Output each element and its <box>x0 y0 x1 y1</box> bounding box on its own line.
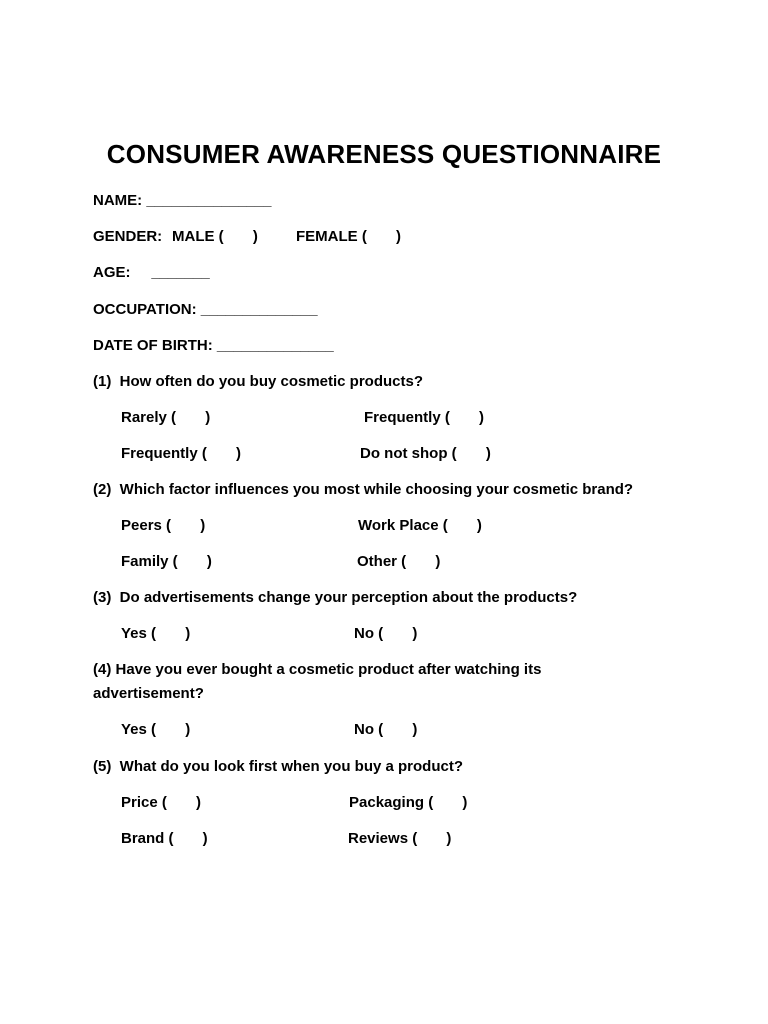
date-of-birth-field: DATE OF BIRTH: ______________ <box>93 337 334 354</box>
question-4-text-line-1: (4) Have you ever bought a cosmetic product after watching its <box>93 661 542 678</box>
question-1-option-rarely: Rarely ( ) <box>121 409 211 426</box>
question-2-text: (2) Which factor influences you most while choosing your cosmetic brand? <box>93 481 634 498</box>
question-5-option-packaging: Packaging ( ) <box>349 794 468 811</box>
question-4-text-line-2: advertisement? <box>93 685 204 702</box>
question-3-option-no: No ( ) <box>354 625 418 642</box>
question-3-text: (3) Do advertisements change your perception about the products? <box>93 589 578 606</box>
occupation-field: OCCUPATION: ______________ <box>93 301 318 318</box>
question-1-option-do-not-shop: Do not shop ( ) <box>360 445 491 462</box>
question-4-option-yes: Yes ( ) <box>121 721 191 738</box>
question-4-option-no: No ( ) <box>354 721 418 738</box>
question-2-option-other: Other ( ) <box>357 553 441 570</box>
gender-female-option: FEMALE ( ) <box>296 228 401 245</box>
question-1-text: (1) How often do you buy cosmetic products? <box>93 373 424 390</box>
name-field: NAME: _______________ <box>93 192 272 209</box>
question-5-option-brand: Brand ( ) <box>121 830 208 847</box>
question-3-option-yes: Yes ( ) <box>121 625 191 642</box>
gender-male-option: MALE ( ) <box>172 228 258 245</box>
question-5-text: (5) What do you look first when you buy a product? <box>93 758 463 775</box>
question-1-option-frequently-b: Frequently ( ) <box>121 445 242 462</box>
question-2-option-work-place: Work Place ( ) <box>358 517 482 534</box>
question-2-option-peers: Peers ( ) <box>121 517 206 534</box>
question-5-option-price: Price ( ) <box>121 794 202 811</box>
question-2-option-family: Family ( ) <box>121 553 212 570</box>
question-5-option-reviews: Reviews ( ) <box>348 830 452 847</box>
page-title: CONSUMER AWARENESS QUESTIONNAIRE <box>106 139 662 169</box>
age-field: AGE: _______ <box>93 264 210 281</box>
gender-label: GENDER: <box>93 228 163 245</box>
question-1-option-frequently-a: Frequently ( ) <box>364 409 485 426</box>
